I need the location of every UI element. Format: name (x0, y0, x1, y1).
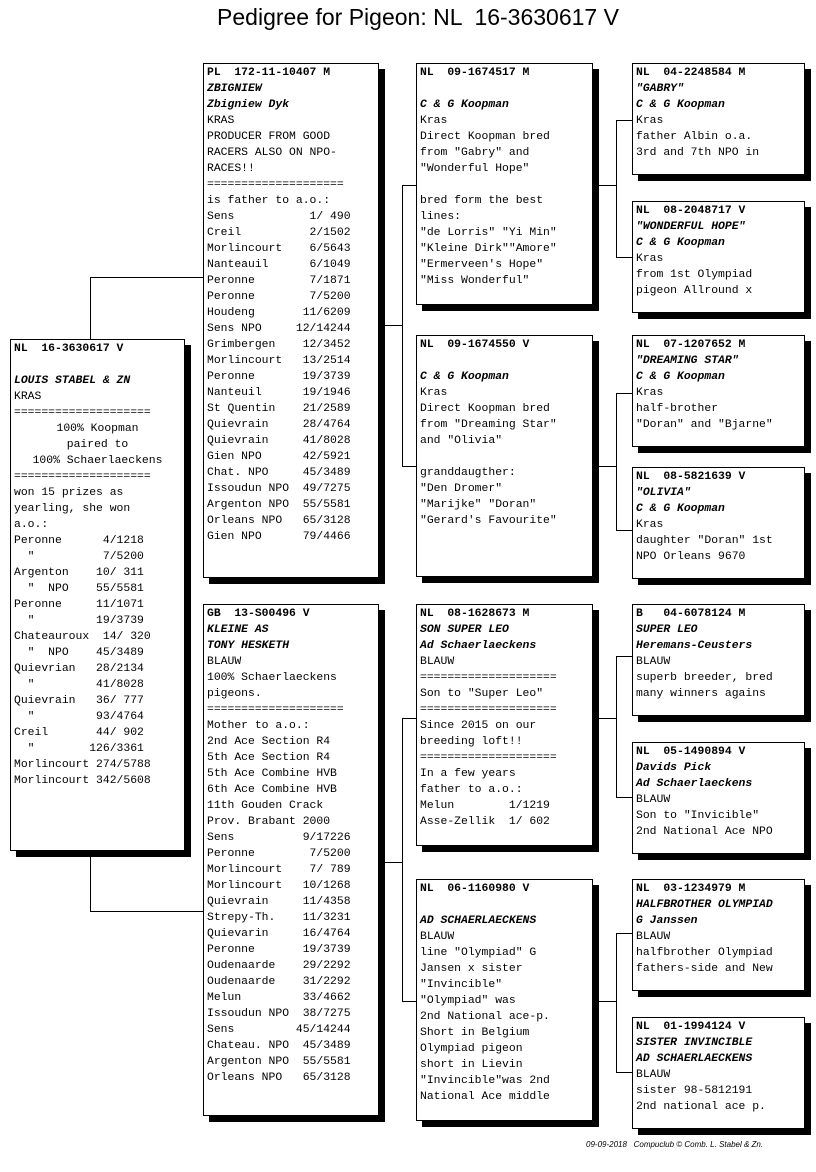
card-line: "Invincible"was 2nd (420, 1075, 550, 1087)
connector (616, 656, 617, 798)
card-line: 2nd Ace Section R4 (207, 736, 331, 748)
connector (616, 1072, 632, 1073)
card-line: Kras (636, 253, 664, 265)
card-line: Issoudun NPO 38/7275 (207, 1008, 351, 1020)
card-line: Son to "Super Leo" (420, 688, 544, 700)
card-line: Argenton 10/ 311 (14, 567, 144, 579)
card-line: ==================== (14, 407, 151, 419)
card-line: line "Olympiad" G (420, 947, 537, 959)
card-line: yearling, she won (14, 503, 131, 515)
card-line: AD SCHAERLAECKENS (636, 1053, 753, 1065)
card-line: 5th Ace Section R4 (207, 752, 331, 764)
connector (90, 852, 91, 912)
connector (402, 1001, 417, 1002)
card-line: Ad Schaerlaeckens (420, 640, 537, 652)
card-line: " NPO 45/3489 (14, 647, 144, 659)
card-line: HALFBROTHER OLYMPIAD (636, 899, 773, 911)
card-dam-dam (416, 879, 593, 1121)
card-line: BLAUW (636, 794, 671, 806)
card-lines (636, 897, 801, 977)
card-lines (420, 622, 589, 830)
card-line: "Miss Wonderful" (420, 275, 530, 287)
card-line: Morlincourt 7/ 789 (207, 864, 351, 876)
card-line: half-brother (636, 403, 719, 415)
ring-number: NL 06-1160980 V (420, 883, 530, 895)
card-line: Short in Belgium (420, 1027, 530, 1039)
card-line: RACERS ALSO ON NPO- (207, 147, 337, 159)
card-line: "DREAMING STAR" (636, 355, 739, 367)
card-line: In a few years (420, 768, 516, 780)
connector (402, 185, 403, 467)
card-line: C & G Koopman (636, 371, 725, 383)
card-line: 6th Ace Combine HVB (207, 784, 337, 796)
card-line: Quievrian 28/2134 (14, 663, 144, 675)
card-line: SUPER LEO (636, 624, 698, 636)
connector (402, 185, 417, 186)
card-line: "Gerard's Favourite" (420, 515, 557, 527)
card-line: G Janssen (636, 915, 698, 927)
ring-number: NL 08-2048717 V (636, 205, 746, 217)
card-lines (636, 622, 801, 702)
card-lines (420, 81, 589, 289)
card-line: Morlincourt 342/5608 (14, 775, 151, 787)
card-line: "OLIVIA" (636, 487, 691, 499)
connector (402, 718, 403, 1002)
card-line: Issoudun NPO 49/7275 (207, 483, 351, 495)
card-line: KLEINE AS (207, 624, 269, 636)
card-line (420, 177, 589, 193)
card-line: Peronne 11/1071 (14, 599, 144, 611)
card-sire-dam-dam (632, 467, 805, 579)
connector (378, 325, 402, 326)
card-line: Nanteauil 6/1049 (207, 259, 351, 271)
card-line: National Ace middle (420, 1091, 550, 1103)
card-line: Zbigniew Dyk (207, 99, 290, 111)
card-line: 2nd National Ace NPO (636, 826, 773, 838)
card-lines (636, 219, 801, 299)
card-line: Chateauroux 14/ 320 (14, 631, 151, 643)
card-line: ==================== (420, 752, 557, 764)
card-line: 100% Schaerlaeckens (207, 672, 337, 684)
card-line: SON SUPER LEO (420, 624, 509, 636)
card-line: Melun 1/1219 (420, 800, 550, 812)
card-line: ==================== (14, 471, 151, 483)
card-line: St Quentin 21/2589 (207, 403, 351, 415)
card-line: "Wonderful Hope" (420, 163, 530, 175)
card-line: " 7/5200 (14, 551, 144, 563)
card-line: Creil 2/1502 (207, 227, 351, 239)
card-sire (203, 63, 379, 578)
card-line: Peronne 4/1218 (14, 535, 144, 547)
card-lines (636, 1035, 801, 1115)
card-line: BLAUW (420, 656, 455, 668)
card-line: BLAUW (636, 656, 671, 668)
card-line: Direct Koopman bred (420, 403, 550, 415)
card-line (420, 353, 589, 369)
connector (616, 393, 617, 531)
card-sire-sire-sire (632, 63, 805, 175)
card-line: pigeons. (207, 688, 262, 700)
card-lines (636, 353, 801, 433)
card-line: Quievrain 41/8028 (207, 435, 351, 447)
card-line: father to a.o.: (420, 784, 523, 796)
card-line: 3rd and 7th NPO in (636, 147, 760, 159)
ring-number: NL 04-2248584 M (636, 67, 746, 79)
card-line: "de Lorris" "Yi Min" (420, 227, 557, 239)
ring-number: NL 16-3630617 V (14, 343, 124, 355)
ring-number: GB 13-S00496 V (207, 608, 310, 620)
card-line: lines: (420, 211, 462, 223)
card-line: Son to "Invicible" (636, 810, 760, 822)
card-line: from "Dreaming Star" (420, 419, 557, 431)
connector (616, 797, 632, 798)
card-line: a.o.: (14, 519, 49, 531)
card-line: paired to (66, 439, 129, 451)
card-line: Direct Koopman bred (420, 131, 550, 143)
card-line: Chateau. NPO 45/3489 (207, 1040, 351, 1052)
card-line: " 19/3739 (14, 615, 144, 627)
card-line: ==================== (207, 179, 344, 191)
card-lines (420, 897, 589, 1105)
card-line: Quievrain 28/4764 (207, 419, 351, 431)
card-line: Quievrain 11/4358 (207, 896, 351, 908)
card-line: 2nd National ace-p. (420, 1011, 550, 1023)
card-dam (203, 604, 379, 1116)
page-title: Pedigree for Pigeon: NL 16-3630617 V (217, 4, 619, 30)
connector (616, 120, 632, 121)
card-line: "Den Dromer" (420, 483, 503, 495)
card-lines (636, 760, 801, 840)
card-line: KRAS (207, 115, 235, 127)
card-line: Kras (420, 387, 448, 399)
card-line: C & G Koopman (636, 99, 725, 111)
connector (616, 530, 632, 531)
connector (90, 277, 204, 278)
ring-number: NL 09-1674550 V (420, 339, 530, 351)
card-line: Peronne 19/3739 (207, 944, 351, 956)
card-line: Morlincourt 274/5788 (14, 759, 151, 771)
card-line: Mother to a.o.: (207, 720, 310, 732)
connector (90, 277, 91, 341)
card-sire-dam-sire (632, 335, 805, 447)
card-line: from "Gabry" and (420, 147, 530, 159)
connector (402, 718, 417, 719)
card-line: Houdeng 11/6209 (207, 307, 351, 319)
card-line: short in Lievin (420, 1059, 523, 1071)
card-line: Orleans NPO 65/3128 (207, 1072, 351, 1084)
card-line: KRAS (14, 391, 42, 403)
ring-number: PL 172-11-10407 M (207, 67, 331, 79)
card-line: Morlincourt 6/5643 (207, 243, 351, 255)
card-line: SISTER INVINCIBLE (636, 1037, 753, 1049)
card-line: daughter "Doran" 1st (636, 535, 773, 547)
ring-number: NL 01-1994124 V (636, 1021, 746, 1033)
card-sire-sire-dam (632, 201, 805, 313)
connector (616, 393, 632, 394)
card-line (420, 81, 589, 97)
card-lines (14, 357, 181, 789)
card-line: Davids Pick (636, 762, 712, 774)
card-line: PRODUCER FROM GOOD (207, 131, 331, 143)
card-line: Sens 1/ 490 (207, 211, 351, 223)
card-line: Peronne 7/1871 (207, 275, 351, 287)
ring-number: NL 05-1490894 V (636, 746, 746, 758)
card-line: Melun 33/4662 (207, 992, 351, 1004)
card-line: BLAUW (420, 931, 455, 943)
card-line: Morlincourt 10/1268 (207, 880, 351, 892)
card-sire-dam (416, 335, 593, 577)
card-line: Orleans NPO 65/3128 (207, 515, 351, 527)
card-line: " 41/8028 (14, 679, 144, 691)
card-line: " 93/4764 (14, 711, 144, 723)
card-line (14, 357, 181, 373)
card-line: "Olympiad" was (420, 995, 516, 1007)
card-line: Creil 44/ 902 (14, 727, 144, 739)
card-lines (420, 353, 589, 529)
card-dam-sire-sire (632, 604, 805, 716)
card-line: Prov. Brabant 2000 (207, 816, 331, 828)
card-line: BLAUW (207, 656, 242, 668)
card-line: 2nd national ace p. (636, 1101, 766, 1113)
connector (616, 933, 617, 1073)
card-lines (207, 81, 375, 545)
card-line: Sens 45/14244 (207, 1024, 351, 1036)
card-line: 100% Koopman (56, 423, 139, 435)
card-line: Quievrain 36/ 777 (14, 695, 144, 707)
card-line: Olympiad pigeon (420, 1043, 523, 1055)
connector (402, 466, 417, 467)
card-line: ==================== (420, 672, 557, 684)
card-line: Kras (420, 115, 448, 127)
card-line: C & G Koopman (636, 237, 725, 249)
card-line: and "Olivia" (420, 435, 503, 447)
footer-credit: 09-09-2018 Compuclub © Comb. L. Stabel & Zn. (586, 1140, 764, 1149)
card-line: won 15 prizes as (14, 487, 124, 499)
card-line: Kras (636, 519, 664, 531)
ring-number: NL 08-1628673 M (420, 608, 530, 620)
card-line: breeding loft!! (420, 736, 523, 748)
card-line: granddaugther: (420, 467, 516, 479)
card-lines (207, 622, 375, 1086)
card-line: sister 98-5812191 (636, 1085, 753, 1097)
card-line: BLAUW (636, 1069, 671, 1081)
card-lines (636, 81, 801, 161)
card-line: Gien NPO 79/4466 (207, 531, 351, 543)
card-line: " 126/3361 (14, 743, 144, 755)
card-line: "Marijke" "Doran" (420, 499, 537, 511)
card-line: Jansen x sister (420, 963, 523, 975)
card-line: Nanteuil 19/1946 (207, 387, 351, 399)
ring-number: NL 09-1674517 M (420, 67, 530, 79)
ring-number: NL 08-5821639 V (636, 471, 746, 483)
card-line: Grimbergen 12/3452 (207, 339, 351, 351)
card-line: Strepy-Th. 11/3231 (207, 912, 351, 924)
card-line: is father to a.o.: (207, 195, 331, 207)
card-line: Argenton NPO 55/5581 (207, 1056, 351, 1068)
connector (616, 933, 632, 934)
card-line: "Doran" and "Bjarne" (636, 419, 773, 431)
card-line: from 1st Olympiad (636, 269, 753, 281)
card-line: Peronne 7/5200 (207, 291, 351, 303)
ring-number: NL 07-1207652 M (636, 339, 746, 351)
card-line: Kras (636, 115, 664, 127)
card-line: Since 2015 on our (420, 720, 537, 732)
connector (616, 656, 632, 657)
card-line: Oudenaarde 29/2292 (207, 960, 351, 972)
card-line: "GABRY" (636, 83, 684, 95)
ring-number: B 04-6078124 M (636, 608, 746, 620)
card-line: 100% Schaerlaeckens (32, 455, 163, 467)
card-line: TONY HESKETH (207, 640, 290, 652)
card-line: Ad Schaerlaeckens (636, 778, 753, 790)
connector (616, 120, 617, 258)
card-line (420, 449, 589, 465)
connector (90, 911, 204, 912)
card-line: C & G Koopman (420, 371, 509, 383)
connector (592, 718, 616, 719)
card-line: Morlincourt 13/2514 (207, 355, 351, 367)
card-line: 11th Gouden Crack (207, 800, 324, 812)
card-line: RACES!! (207, 163, 255, 175)
ring-number: NL 03-1234979 M (636, 883, 746, 895)
card-line: superb breeder, bred (636, 672, 773, 684)
connector (378, 862, 402, 863)
card-subject (10, 339, 185, 851)
card-line: C & G Koopman (636, 503, 725, 515)
card-sire-sire (416, 63, 593, 305)
card-line: Asse-Zellik 1/ 602 (420, 816, 550, 828)
card-dam-dam-sire (632, 879, 805, 991)
card-line: "Invincible" (420, 979, 503, 991)
card-line: ==================== (420, 704, 557, 716)
card-line: Quievarin 16/4764 (207, 928, 351, 940)
card-line: AD SCHAERLAECKENS (420, 915, 537, 927)
card-dam-sire (416, 604, 593, 846)
card-line: Chat. NPO 45/3489 (207, 467, 351, 479)
card-line: NPO Orleans 9670 (636, 551, 746, 563)
card-line: pigeon Allround x (636, 285, 753, 297)
card-dam-dam-dam (632, 1017, 805, 1129)
card-line: ZBIGNIEW (207, 83, 262, 95)
card-line: Gien NPO 42/5921 (207, 451, 351, 463)
card-line: Kras (636, 387, 664, 399)
card-dam-sire-dam (632, 742, 805, 854)
card-line: "Kleine Dirk""Amore" (420, 243, 557, 255)
card-line: Oudenaarde 31/2292 (207, 976, 351, 988)
card-line: "Ermerveen's Hope" (420, 259, 544, 271)
card-line: " NPO 55/5581 (14, 583, 144, 595)
card-line: Sens NPO 12/14244 (207, 323, 351, 335)
card-line: halfbrother Olympiad (636, 947, 773, 959)
card-line: Peronne 19/3739 (207, 371, 351, 383)
card-line: 5th Ace Combine HVB (207, 768, 337, 780)
connector (592, 466, 616, 467)
card-line: C & G Koopman (420, 99, 509, 111)
card-line: Peronne 7/5200 (207, 848, 351, 860)
connector (616, 257, 632, 258)
connector (592, 1001, 616, 1002)
card-line: Argenton NPO 55/5581 (207, 499, 351, 511)
card-line: fathers-side and New (636, 963, 773, 975)
card-line: "WONDERFUL HOPE" (636, 221, 746, 233)
card-line: ==================== (207, 704, 344, 716)
card-line: LOUIS STABEL & ZN (14, 375, 131, 387)
card-line: Heremans-Ceusters (636, 640, 753, 652)
card-line: bred form the best (420, 195, 544, 207)
connector (592, 185, 616, 186)
card-line (420, 897, 589, 913)
card-line: father Albin o.a. (636, 131, 753, 143)
card-line: Sens 9/17226 (207, 832, 351, 844)
card-lines (636, 485, 801, 565)
card-line: BLAUW (636, 931, 671, 943)
card-line: many winners agains (636, 688, 766, 700)
